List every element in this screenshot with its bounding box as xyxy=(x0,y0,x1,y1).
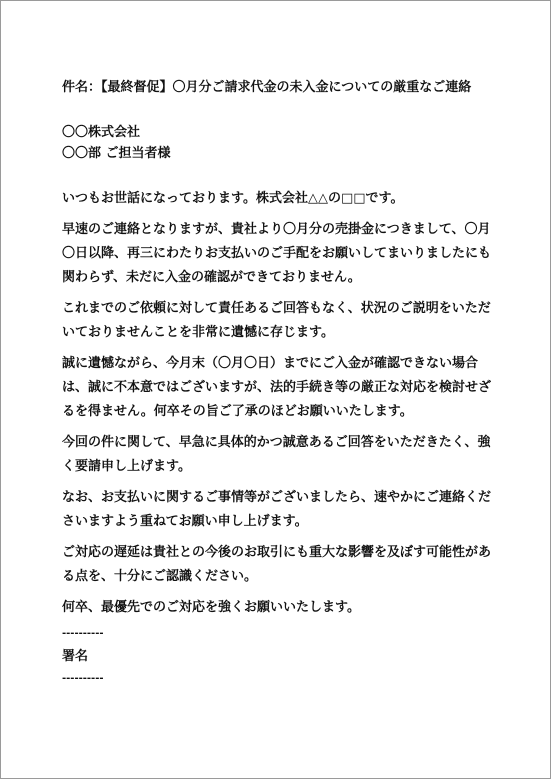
recipient-department: 〇〇部 ご担当者様 xyxy=(62,146,171,161)
greeting-line: いつもお世話になっております。株式会社△△の□□です。 xyxy=(62,191,404,206)
paragraph-line: ご対応の遅延は貴社との今後のお取引にも重大な影響を及ぼす可能性があ xyxy=(62,545,492,560)
paragraph-5 xyxy=(62,486,490,534)
recipient-company: 〇〇株式会社 xyxy=(62,125,141,140)
paragraph-line: いておりませんことを非常に遺憾に存じます。 xyxy=(62,325,334,340)
paragraph-line: く要請申し上げます。 xyxy=(62,459,191,474)
paragraph-1 xyxy=(62,218,490,290)
separator-top: ---------- xyxy=(62,628,104,639)
paragraph-line: さいますよう重ねてお願い申し上げます。 xyxy=(62,514,308,529)
paragraph-line: 誠に遺憾ながら、今月末（〇月〇日）までにご入金が確認できない場合 xyxy=(62,356,479,371)
paragraph-line: る点を、十分にご認識ください。 xyxy=(62,569,258,584)
paragraph-line: 関わらず、未だに入金の確認ができておりません。 xyxy=(62,270,361,285)
paragraph-line: 早速のご連絡となりますが、貴社より〇月分の売掛金につきまして、〇月 xyxy=(62,222,491,237)
paragraph-line: 何卒、最優先でのご対応を強くお願いいたします。 xyxy=(62,600,360,615)
paragraph-line: 〇日以降、再三にわたりお支払いのご手配をお願いしてまいりましたにも xyxy=(62,246,492,261)
paragraph-line: なお、お支払いに関するご事情等がございましたら、速やかにご連絡くだ xyxy=(62,490,492,505)
paragraph-line: るを得ません。何卒その旨ご了承のほどお願いいたします。 xyxy=(62,404,413,419)
paragraph-7 xyxy=(62,596,490,620)
paragraph-6 xyxy=(62,541,490,589)
paragraph-2 xyxy=(62,297,490,345)
paragraph-4 xyxy=(62,431,490,479)
subject-line: 件名：【最終督促】〇月分ご請求代金の未入金についての厳重なご連絡 xyxy=(62,80,472,95)
separator-bottom: ---------- xyxy=(62,673,104,684)
paragraph-line: は、誠に不本意ではございますが、法的手続き等の厳正な対応を検討せざ xyxy=(62,380,492,395)
signature: 署名 xyxy=(62,649,89,664)
paragraph-line: これまでのご依頼に対して責任あるご回答もなく、状況のご説明をいただ xyxy=(62,301,491,316)
letter-body xyxy=(62,77,490,687)
greeting-paragraph xyxy=(62,187,490,211)
paragraph-line: 今回の件に関して、早急に具体的かつ誠意あるご回答をいただきたく、強 xyxy=(62,435,491,450)
paragraph-3 xyxy=(62,352,490,424)
